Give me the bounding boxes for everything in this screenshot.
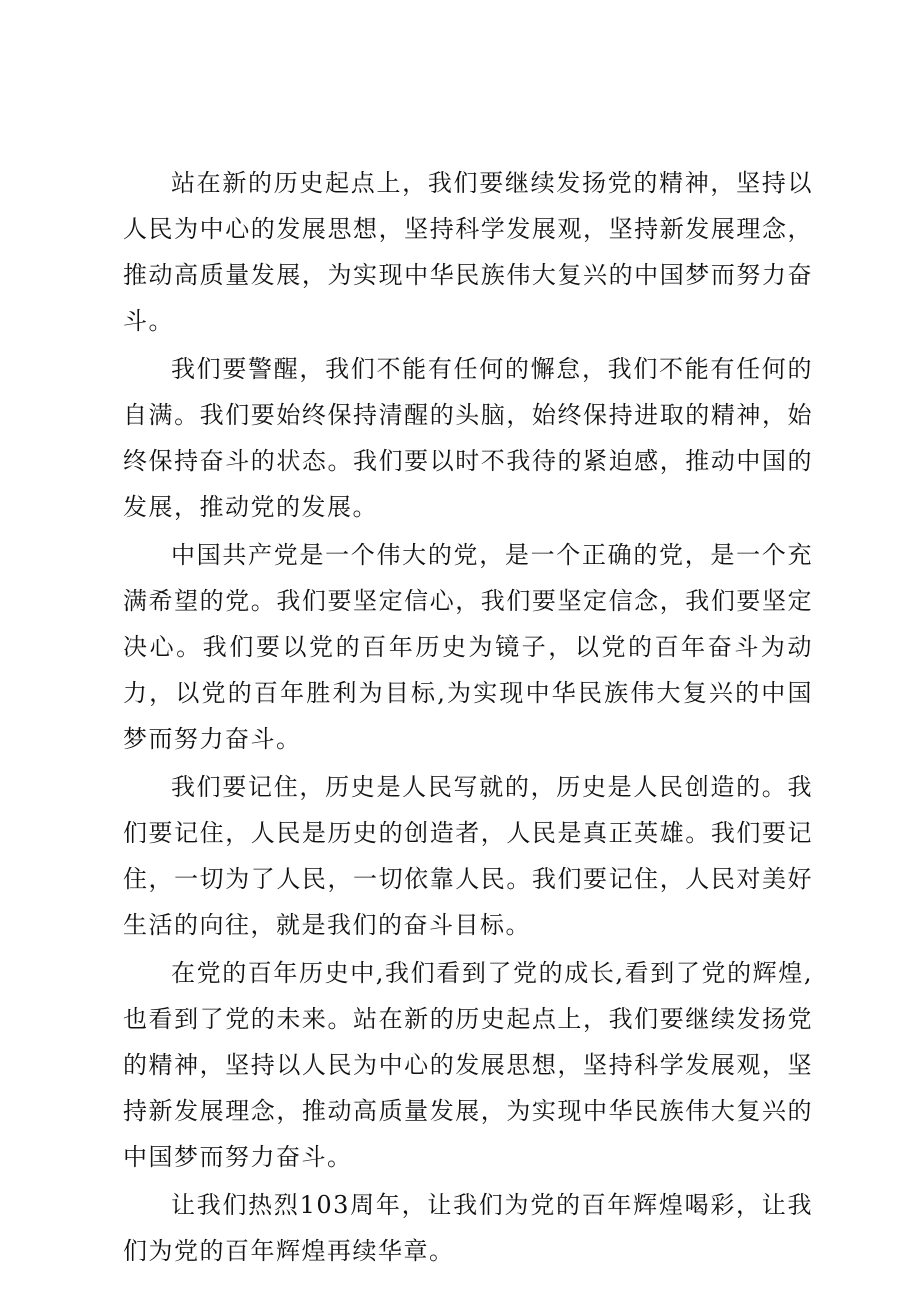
paragraph-2: 我们要警醒，我们不能有任何的懈怠，我们不能有任何的自满。我们要始终保持清醒的头脑，始终保持进取的精神，始终保持奋斗的状态。我们要以时不我待的紧迫感，推动中国的发展，推动党的发展。: [123, 355, 813, 521]
paragraph-1: 站在新的历史起点上，我们要继续发扬党的精神，坚持以人民为中心的发展思想，坚持科学发展观，坚持新发展理念，推动高质量发展，为实现中华民族伟大复兴的中国梦而努力奋斗。: [123, 169, 813, 335]
paragraph-6: 让我们热烈103周年，让我们为党的百年辉煌喝彩，让我们为党的百年辉煌再续华章。: [123, 1191, 813, 1265]
paragraph-4: 我们要记住，历史是人民写就的，历史是人民创造的。我们要记住，人民是历史的创造者，人民是真正英雄。我们要记住，一切为了人民，一切依靠人民。我们要记住，人民对美好生活的向往，就是我们的奋斗目标。: [123, 773, 813, 939]
paragraph-3: 中国共产党是一个伟大的党，是一个正确的党，是一个充满希望的党。我们要坚定信心，我们要坚定信念，我们要坚定决心。我们要以党的百年历史为镜子，以党的百年奋斗为动力，以党的百年胜利为目标,为实现中华民族伟大复兴的中国梦而努力奋斗。: [123, 541, 813, 753]
document-body: [123, 160, 813, 1276]
paragraph-5: 在党的百年历史中,我们看到了党的成长,看到了党的辉煌,也看到了党的未来。站在新的历史起点上，我们要继续发扬党的精神，坚持以人民为中心的发展思想，坚持科学发展观，坚持新发展理念，推动高质量发展，为实现中华民族伟大复兴的中国梦而努力奋斗。: [123, 959, 813, 1171]
